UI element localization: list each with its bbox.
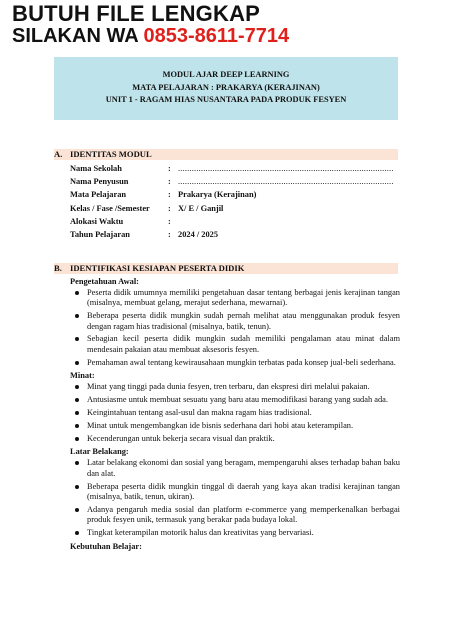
bullet-list <box>70 458 400 538</box>
bullet-list <box>70 288 400 368</box>
identity-value: X/ E / Ganjil <box>178 203 224 213</box>
section-a-title: IDENTITAS MODUL <box>70 149 152 159</box>
section-b-heading <box>54 263 398 274</box>
identity-value: .............................................................................................. <box>178 164 394 173</box>
list-item: Beberapa peserta didik mungkin sudah pernah melihat atau menggunakan produk fesyen dengan ragam hias tradisional (misalnya, batik, tenun). <box>70 311 400 332</box>
module-title-box <box>54 57 398 120</box>
section-a-letter: A. <box>54 149 63 159</box>
list-item: Tingkat keterampilan motorik halus dan kreativitas yang bervariasi. <box>70 528 400 538</box>
identity-colon: : <box>168 203 171 213</box>
identity-key: Nama Sekolah <box>70 164 122 173</box>
identity-colon: : <box>168 164 171 173</box>
identity-key: Mata Pelajaran <box>70 190 127 200</box>
module-title-line-2: MATA PELAJARAN : PRAKARYA (KERAJINAN) <box>132 82 320 92</box>
promo-line-1: BUTUH FILE LENGKAP <box>12 1 261 26</box>
list-item: Kecenderungan untuk bekerja secara visual dan praktik. <box>70 434 400 444</box>
identity-key: Nama Penyusun <box>70 177 129 187</box>
identity-row <box>70 215 394 228</box>
identity-row <box>70 175 394 188</box>
identity-value: 2024 / 2025 <box>178 229 219 239</box>
list-item: Keingintahuan tentang asal-usul dan makna ragam hias tradisional. <box>70 408 400 418</box>
module-title-line-3: UNIT 1 - RAGAM HIAS NUSANTARA PADA PRODUK FESYEN <box>105 95 347 104</box>
identity-row <box>70 228 394 241</box>
promo-prefix: SILAKAN WA <box>12 25 144 48</box>
identity-key: Tahun Pelajaran <box>70 229 130 239</box>
section-b-letter: B. <box>54 263 62 273</box>
section-a-heading <box>54 149 398 160</box>
section-b-title: IDENTIFIKASI KESIAPAN PESERTA DIDIK <box>70 263 245 273</box>
identity-value: .............................................................................................. <box>178 177 394 187</box>
module-title-line-1: MODUL AJAR DEEP LEARNING <box>162 70 290 79</box>
list-item: Minat yang tinggi pada dunia fesyen, tren terbaru, dan ekspresi diri melalui pakaian. <box>70 382 400 392</box>
identity-row <box>70 162 394 175</box>
list-item: Beberapa peserta didik mungkin tinggal di daerah yang kaya akan tradisi kerajinan tangan (misalnya, batik, tenun, ukiran). <box>70 482 400 503</box>
identity-colon: : <box>168 216 171 226</box>
whatsapp-number: 0853-8611-7714 <box>143 25 290 48</box>
readiness-subheading: Pengetahuan Awal: <box>70 277 139 286</box>
identity-table <box>70 162 394 241</box>
promo-banner <box>12 2 289 47</box>
promo-line-2 <box>12 26 289 47</box>
list-item: Latar belakang ekonomi dan sosial yang beragam, mempengaruhi akses terhadap bahan baku dan alat. <box>70 458 400 479</box>
identity-key: Kelas / Fase /Semester <box>70 203 150 213</box>
identity-colon: : <box>168 229 171 239</box>
identity-key: Alokasi Waktu <box>70 216 124 226</box>
list-item: Peserta didik umumnya memiliki pengetahuan dasar tentang berbagai jenis kerajinan tangan (misalnya, membuat gelang, merajut sederhana, mewarnai). <box>70 288 400 309</box>
list-item: Antusiasme untuk membuat sesuatu yang baru atau memodifikasi barang yang sudah ada. <box>70 395 400 405</box>
readiness-subheading: Kebutuhan Belajar: <box>70 541 142 551</box>
list-item: Pemahaman awal tentang kewirausahaan mungkin terbatas pada konsep jual-beli sederhana. <box>70 358 400 368</box>
identity-row <box>70 188 394 201</box>
list-item: Sebagian kecil peserta didik mungkin sudah memiliki pengalaman atau minat dalam mendesain pakaian atau membuat aksesoris fesyen. <box>70 334 400 355</box>
identity-colon: : <box>168 190 171 200</box>
readiness-subheading: Minat: <box>70 371 95 381</box>
readiness-subheading: Latar Belakang: <box>70 447 129 457</box>
readiness-content <box>70 276 400 553</box>
identity-value: Prakarya (Kerajinan) <box>178 190 257 200</box>
identity-colon: : <box>168 177 171 187</box>
identity-row <box>70 202 394 215</box>
list-item: Adanya pengaruh media sosial dan platform e-commerce yang memperkenalkan berbagai produk fesyen unik, termasuk yang berakar pada budaya lokal. <box>70 505 400 526</box>
list-item: Minat untuk mengembangkan ide bisnis sederhana dari hobi atau keterampilan. <box>70 421 400 431</box>
bullet-list <box>70 382 400 444</box>
